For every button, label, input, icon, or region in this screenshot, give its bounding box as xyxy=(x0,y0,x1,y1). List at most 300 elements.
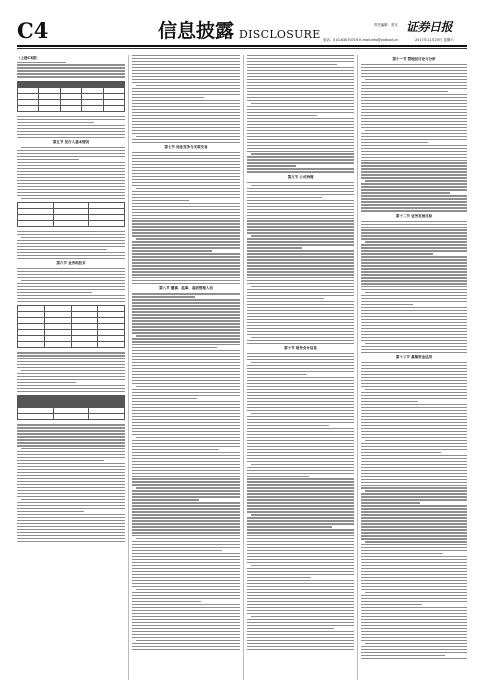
text-line xyxy=(247,589,354,590)
text-line xyxy=(361,434,467,435)
text-line xyxy=(247,298,324,299)
text-line xyxy=(247,212,354,213)
section-title: 信息披露 xyxy=(158,20,235,42)
text-line xyxy=(247,508,354,509)
text-line xyxy=(17,153,125,154)
text-line xyxy=(247,553,354,554)
text-line xyxy=(361,145,467,146)
text-line xyxy=(361,482,467,483)
text-line xyxy=(132,461,240,462)
text-line xyxy=(132,314,240,315)
text-line xyxy=(132,610,240,611)
text-line xyxy=(132,455,240,456)
text-line xyxy=(247,322,354,323)
text-line xyxy=(361,511,467,512)
section-heading: 第九节 公司治理 xyxy=(287,174,314,179)
text-line xyxy=(17,379,125,380)
text-line xyxy=(247,535,354,536)
text-line xyxy=(17,119,125,120)
text-line xyxy=(132,350,240,351)
text-line xyxy=(17,189,125,190)
text-line xyxy=(247,425,329,426)
text-line xyxy=(132,547,240,548)
text-line xyxy=(17,131,125,132)
text-line xyxy=(17,514,125,515)
text-line xyxy=(361,103,467,104)
text-line xyxy=(361,610,467,611)
text-line xyxy=(132,565,240,566)
text-line xyxy=(17,535,125,536)
text-line xyxy=(247,598,354,599)
text-line xyxy=(361,183,467,184)
text-line xyxy=(17,367,125,368)
text-line xyxy=(361,485,467,486)
text-line xyxy=(132,613,240,614)
text-line xyxy=(132,79,240,80)
text-line xyxy=(247,389,354,390)
text-line xyxy=(361,577,467,578)
text-line xyxy=(361,118,467,119)
text-line xyxy=(247,206,354,207)
text-line xyxy=(361,571,467,572)
text-line xyxy=(132,283,240,284)
text-line xyxy=(132,311,240,312)
text-line xyxy=(361,127,467,128)
text-line xyxy=(247,182,354,183)
text-line xyxy=(17,457,125,458)
text-line xyxy=(132,100,240,101)
text-line xyxy=(361,221,467,222)
text-line xyxy=(361,404,467,405)
text-line xyxy=(361,547,467,548)
text-line xyxy=(247,353,354,354)
text-line xyxy=(136,538,240,539)
text-line xyxy=(17,361,125,362)
text-line xyxy=(132,215,240,216)
text-line xyxy=(247,100,354,101)
data-table xyxy=(17,81,125,112)
text-line xyxy=(247,643,354,644)
text-line xyxy=(136,188,240,189)
text-line xyxy=(132,329,240,330)
text-line xyxy=(132,179,240,180)
text-line xyxy=(132,170,240,171)
text-line xyxy=(21,237,125,238)
text-line xyxy=(247,449,354,450)
text-line xyxy=(247,374,307,375)
text-line xyxy=(136,589,240,590)
text-line xyxy=(132,250,212,251)
text-line xyxy=(132,649,240,650)
text-line xyxy=(251,413,354,414)
text-line xyxy=(247,476,309,477)
text-line xyxy=(247,109,354,110)
text-line xyxy=(247,256,354,257)
text-line xyxy=(361,505,467,506)
text-line xyxy=(132,296,195,297)
text-line xyxy=(361,487,467,488)
text-line xyxy=(132,91,240,92)
text-line xyxy=(132,253,240,254)
text-line xyxy=(247,316,354,317)
text-line xyxy=(361,583,467,584)
text-line xyxy=(361,207,467,208)
text-line xyxy=(247,73,354,74)
text-line xyxy=(132,595,240,596)
text-line xyxy=(132,505,240,506)
text-line xyxy=(132,377,240,378)
text-line xyxy=(132,493,240,494)
text-line xyxy=(361,601,467,602)
text-line xyxy=(361,265,467,266)
text-line xyxy=(247,145,354,146)
text-line xyxy=(247,148,354,149)
text-line xyxy=(17,258,125,259)
text-line xyxy=(361,517,467,518)
text-line xyxy=(132,259,240,260)
text-line xyxy=(132,496,240,497)
text-line xyxy=(361,640,467,641)
text-line xyxy=(132,476,240,477)
text-line xyxy=(21,499,125,500)
text-line xyxy=(361,227,467,228)
text-line xyxy=(132,508,240,509)
text-line xyxy=(361,301,467,302)
text-line xyxy=(247,484,354,485)
text-line xyxy=(361,304,413,305)
text-line xyxy=(361,658,467,659)
text-line xyxy=(132,326,240,327)
page-number: C4 xyxy=(17,18,49,43)
text-line xyxy=(247,440,354,441)
text-line xyxy=(132,161,240,162)
text-line xyxy=(132,380,240,381)
text-line xyxy=(247,331,354,332)
text-line xyxy=(361,380,467,381)
text-line xyxy=(132,359,240,360)
text-line xyxy=(247,416,354,417)
text-line xyxy=(247,115,317,116)
text-line xyxy=(361,76,467,77)
text-line xyxy=(17,128,125,129)
section-heading: 第十一节 管理层讨论与分析 xyxy=(392,57,436,61)
text-line xyxy=(361,631,467,632)
text-line xyxy=(247,544,354,545)
text-line xyxy=(17,268,125,269)
text-line xyxy=(132,502,240,503)
text-line xyxy=(247,259,354,260)
text-line xyxy=(247,328,354,329)
text-line xyxy=(361,151,467,152)
text-line xyxy=(361,455,467,456)
text-line xyxy=(132,535,240,536)
text-line xyxy=(132,517,240,518)
text-line xyxy=(361,283,467,284)
text-line xyxy=(361,535,467,536)
text-line xyxy=(132,323,240,324)
text-line xyxy=(247,159,354,160)
text-line xyxy=(17,252,125,253)
text-line xyxy=(361,461,467,462)
text-line xyxy=(247,97,354,98)
text-line xyxy=(247,499,354,500)
text-line xyxy=(361,529,467,530)
text-line xyxy=(247,133,354,134)
text-line xyxy=(132,356,240,357)
text-line xyxy=(365,130,467,131)
text-line xyxy=(132,392,240,393)
text-line xyxy=(361,70,467,71)
text-line xyxy=(132,464,240,465)
text-line xyxy=(132,277,240,278)
text-line xyxy=(247,559,354,560)
text-line xyxy=(17,195,125,196)
text-line xyxy=(247,61,354,62)
text-line xyxy=(361,157,467,158)
text-line xyxy=(247,112,354,113)
text-line xyxy=(132,152,240,153)
text-line xyxy=(361,395,467,396)
text-line xyxy=(247,604,354,605)
text-line xyxy=(247,547,354,548)
text-line xyxy=(361,625,467,626)
text-line xyxy=(132,88,240,89)
text-line xyxy=(247,470,354,471)
text-line xyxy=(132,559,240,560)
text-line xyxy=(361,88,467,89)
text-line xyxy=(132,643,240,644)
text-line xyxy=(247,595,354,596)
text-line xyxy=(17,277,125,278)
text-line xyxy=(132,73,240,74)
text-line xyxy=(361,201,467,202)
text-line xyxy=(17,526,125,527)
text-line xyxy=(361,133,467,134)
text-line xyxy=(17,192,125,193)
text-line xyxy=(247,490,354,491)
text-line xyxy=(361,295,467,296)
text-line xyxy=(132,419,240,420)
text-line xyxy=(361,346,467,347)
text-line xyxy=(361,574,467,575)
text-line xyxy=(132,127,240,128)
text-line xyxy=(361,64,467,65)
text-line xyxy=(17,234,125,235)
text-line xyxy=(17,475,125,476)
text-line xyxy=(132,410,240,411)
text-line xyxy=(132,452,240,453)
text-line xyxy=(247,168,354,169)
text-line xyxy=(21,280,125,281)
text-line xyxy=(132,422,240,423)
text-line xyxy=(132,241,240,242)
text-line xyxy=(247,85,354,86)
text-line xyxy=(247,139,354,140)
text-line xyxy=(361,649,467,650)
text-line xyxy=(17,177,125,178)
text-line xyxy=(132,133,240,134)
text-line xyxy=(365,592,467,593)
text-line xyxy=(361,586,467,587)
text-line xyxy=(247,455,354,456)
text-line xyxy=(361,413,467,414)
text-line xyxy=(247,458,354,459)
text-line xyxy=(247,607,354,608)
text-line xyxy=(361,316,467,317)
text-line xyxy=(132,262,240,263)
text-line xyxy=(361,328,467,329)
text-line xyxy=(361,538,467,539)
text-line xyxy=(17,496,125,497)
text-line xyxy=(17,484,125,485)
text-line xyxy=(365,241,467,242)
text-line xyxy=(17,424,125,425)
text-line xyxy=(247,541,354,542)
text-line xyxy=(361,556,467,557)
text-line xyxy=(247,395,354,396)
text-line xyxy=(247,343,354,344)
text-line xyxy=(247,58,354,59)
text-line xyxy=(17,427,125,428)
text-line xyxy=(17,186,125,187)
text-line xyxy=(361,100,467,101)
text-line xyxy=(17,355,125,356)
text-line xyxy=(132,97,204,98)
text-line xyxy=(17,150,125,151)
text-line xyxy=(361,562,467,563)
text-line xyxy=(247,91,354,92)
text-line xyxy=(132,344,240,345)
text-line xyxy=(132,484,240,485)
text-line xyxy=(17,352,125,353)
text-line xyxy=(361,362,467,363)
text-line xyxy=(17,162,125,163)
text-line xyxy=(361,431,467,432)
text-line xyxy=(132,229,240,230)
text-line xyxy=(17,137,125,138)
text-line xyxy=(247,215,354,216)
text-line xyxy=(361,73,467,74)
text-line xyxy=(132,473,240,474)
text-line xyxy=(132,532,240,533)
text-line xyxy=(361,401,418,402)
text-line xyxy=(247,319,354,320)
text-line xyxy=(247,356,354,357)
text-line xyxy=(247,550,354,551)
text-line xyxy=(365,643,467,644)
text-line xyxy=(361,616,467,617)
text-line xyxy=(132,404,240,405)
text-line xyxy=(247,197,322,198)
text-line xyxy=(132,223,240,224)
text-line xyxy=(361,619,467,620)
text-line xyxy=(132,383,240,384)
text-line xyxy=(132,574,240,575)
text-line xyxy=(247,610,354,611)
text-line xyxy=(361,452,441,453)
text-line xyxy=(247,238,354,239)
text-line xyxy=(132,368,240,369)
text-line xyxy=(247,386,354,387)
text-line xyxy=(132,490,240,491)
text-line xyxy=(365,389,467,390)
text-line xyxy=(247,586,354,587)
text-line xyxy=(361,319,467,320)
text-line xyxy=(17,183,125,184)
text-line xyxy=(247,124,354,125)
text-line xyxy=(136,640,240,641)
text-line xyxy=(132,371,240,372)
text-line xyxy=(247,502,354,503)
text-line xyxy=(361,171,467,172)
data-table xyxy=(17,202,125,227)
section-heading: 第五节 发行人基本情况 xyxy=(52,139,90,144)
text-line xyxy=(132,302,240,303)
text-line xyxy=(132,58,240,59)
text-line xyxy=(247,82,354,83)
text-line xyxy=(132,194,240,195)
text-line xyxy=(132,401,240,402)
text-line xyxy=(132,544,240,545)
text-line xyxy=(247,94,354,95)
text-line xyxy=(361,162,467,163)
text-line xyxy=(247,218,354,219)
text-line xyxy=(17,122,94,123)
text-line xyxy=(247,334,354,335)
text-line xyxy=(132,607,240,608)
text-line xyxy=(132,586,240,587)
text-line xyxy=(132,389,240,390)
text-line xyxy=(247,437,354,438)
text-line xyxy=(361,580,467,581)
text-line xyxy=(132,274,240,275)
newspaper-logo: 证券日报 xyxy=(406,20,453,34)
text-line xyxy=(132,365,240,366)
text-line xyxy=(17,487,125,488)
text-line xyxy=(247,70,354,71)
text-line xyxy=(17,460,104,461)
text-line xyxy=(132,185,240,186)
text-line xyxy=(17,388,125,389)
text-line xyxy=(361,262,467,263)
text-line xyxy=(17,292,92,293)
text-line xyxy=(17,255,125,256)
text-line xyxy=(247,209,354,210)
text-line xyxy=(132,320,240,321)
text-line xyxy=(17,469,125,470)
text-line xyxy=(247,292,354,293)
text-line xyxy=(247,76,354,77)
text-line xyxy=(17,511,84,512)
text-line xyxy=(361,136,467,137)
text-line xyxy=(247,637,354,638)
text-line xyxy=(17,116,125,117)
text-line xyxy=(361,377,467,378)
text-line xyxy=(361,595,467,596)
text-line xyxy=(132,362,240,363)
text-line xyxy=(361,437,467,438)
text-line xyxy=(361,253,433,254)
text-line xyxy=(361,598,467,599)
text-line xyxy=(247,496,354,497)
text-line xyxy=(132,374,240,375)
text-line xyxy=(361,247,467,248)
text-line xyxy=(361,121,467,122)
text-line xyxy=(251,565,354,566)
text-line xyxy=(361,628,467,629)
text-line xyxy=(132,481,240,482)
text-line xyxy=(361,368,467,369)
